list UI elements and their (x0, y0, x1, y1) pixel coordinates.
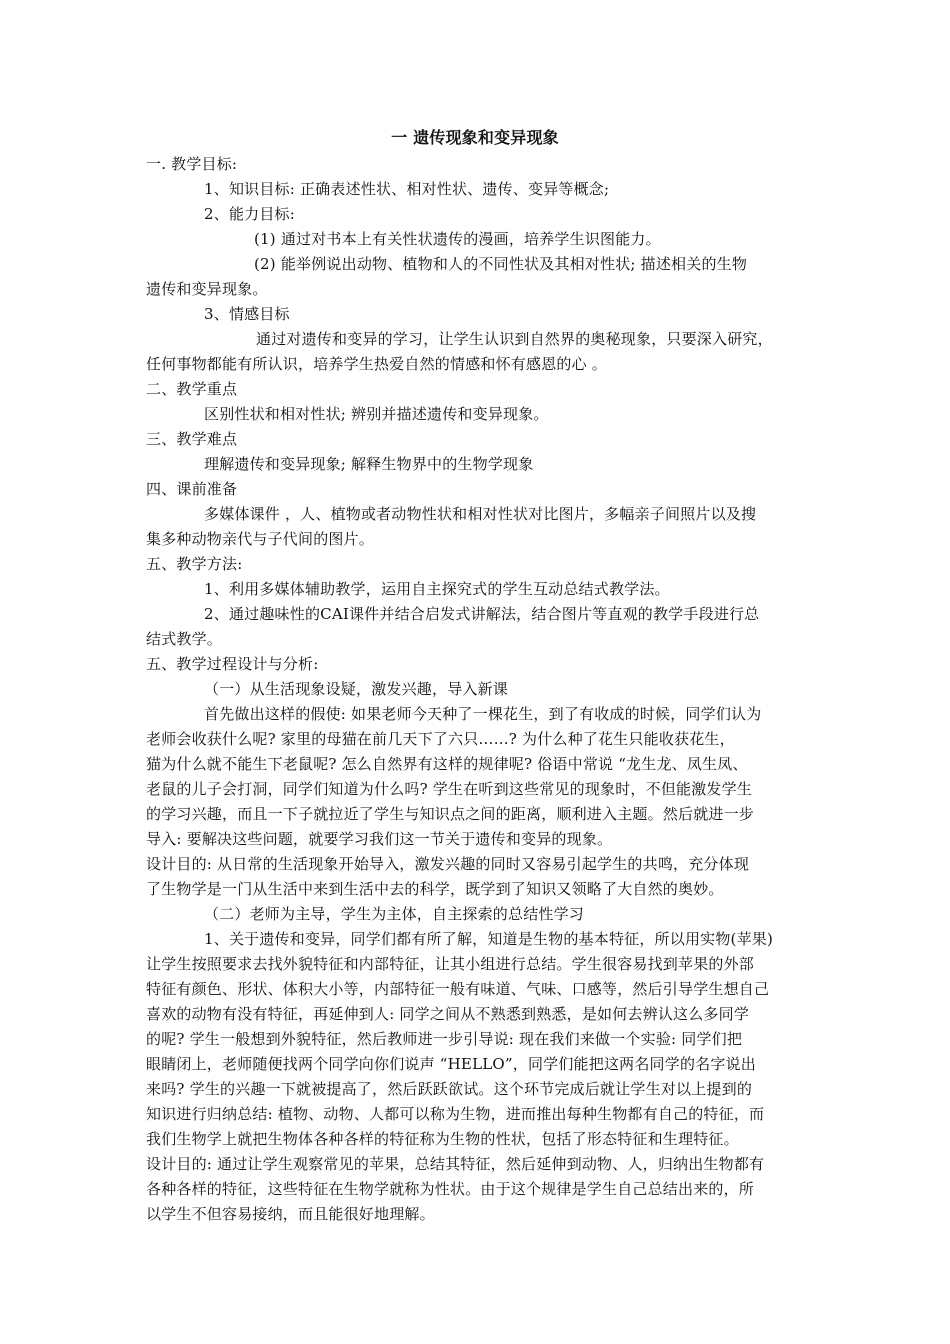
text-line: 各种各样的特征，这些特征在生物学就称为性状。由于这个规律是学生自己总结出来的，所 (146, 1180, 755, 1198)
section-heading-objectives: 一. 教学目标: (146, 155, 238, 173)
text-line: 1、利用多媒体辅助教学，运用自主探究式的学生互动总结式教学法。 (204, 580, 670, 598)
text-line: 遗传和变异现象。 (146, 280, 268, 298)
text-line: 知识进行归纳总结: 植物、动物、人都可以称为生物，进而推出每种生物都有自己的特征，而 (146, 1105, 765, 1123)
text-line: 导入: 要解决这些问题，就要学习我们这一节关于遗传和变异的现象。 (146, 830, 613, 848)
section-heading-key-points: 二、教学重点 (146, 380, 238, 398)
text-line: 的学习兴趣，而且一下子就拉近了学生与知识点之间的距离，顺利进入主题。然后就进一步 (146, 805, 755, 823)
text-line: 以学生不但容易接纳，而且能很好地理解。 (146, 1205, 435, 1223)
document-title: 一 遗传现象和变异现象 (391, 128, 559, 147)
text-line: 让学生按照要求去找外貌特征和内部特征，让其小组进行总结。学生很容易找到苹果的外部 (146, 955, 755, 973)
text-line: 集多种动物亲代与子代间的图片。 (146, 530, 375, 548)
text-line: (2) 能举例说出动物、植物和人的不同性状及其相对性状; 描述相关的生物 (254, 255, 748, 273)
section-heading-difficulties: 三、教学难点 (146, 430, 238, 448)
text-line: 眼睛闭上，老师随便找两个同学向你们说声 “HELLO”，同学们能把这两名同学的名字说出 (146, 1055, 756, 1073)
text-line: 1、关于遗传和变异，同学们都有所了解，知道是生物的基本特征，所以用实物(苹果) (204, 930, 774, 948)
text-line: 2、能力目标: (204, 205, 295, 223)
section-heading-preparation: 四、课前准备 (146, 480, 238, 498)
text-line: 喜欢的动物有没有特征，再延伸到人: 同学之间从不熟悉到熟悉，是如何去辨认这么多同学 (146, 1005, 750, 1023)
subsection-heading-2: （二）老师为主导，学生为主体，自主探索的总结性学习 (204, 905, 585, 923)
text-line: 老鼠的儿子会打洞，同学们知道为什么吗? 学生在听到这些常见的现象时，不但能激发学生 (146, 780, 753, 798)
subsection-heading-1: （一）从生活现象设疑，激发兴趣，导入新课 (204, 680, 509, 698)
text-line: 区别性状和相对性状; 辨别并描述遗传和变异现象。 (204, 405, 549, 423)
text-line: 首先做出这样的假使: 如果老师今天种了一棵花生，到了有收成的时候，同学们认为 (204, 705, 762, 723)
text-line: 结式教学。 (146, 630, 223, 648)
text-line: 多媒体课件 ，人、植物或者动物性状和相对性状对比图片，多幅亲子间照片以及搜 (204, 505, 757, 523)
section-heading-methods: 五、教学方法: (146, 555, 243, 573)
text-line: 老师会收获什么呢? 家里的母猫在前几天下了六只……? 为什么种了花生只能收获花生， (146, 730, 735, 748)
text-line: (1) 通过对书本上有关性状遗传的漫画，培养学生识图能力。 (254, 230, 661, 248)
text-line: 1、知识目标: 正确表述性状、相对性状、遗传、变异等概念; (204, 180, 610, 198)
text-line: 理解遗传和变异现象; 解释生物界中的生物学现象 (204, 455, 534, 473)
text-line: 2、通过趣味性的CAI课件并结合启发式讲解法，结合图片等直观的教学手段进行总 (204, 605, 760, 623)
text-line: 了生物学是一门从生活中来到生活中去的科学，既学到了知识又领略了大自然的奥妙。 (146, 880, 724, 898)
text-line: 通过对遗传和变异的学习，让学生认识到自然界的奥秘现象，只要深入研究， (256, 330, 773, 348)
text-line: 3、情感目标 (204, 305, 290, 323)
text-line: 我们生物学上就把生物体各种各样的特征称为生物的性状，包括了形态特征和生理特征。 (146, 1130, 739, 1148)
text-line: 任何事物都能有所认识，培养学生热爱自然的情感和怀有感恩的心 。 (146, 355, 607, 373)
text-line: 猫为什么就不能生下老鼠呢? 怎么自然界有这样的规律呢? 俗语中常说 “龙生龙、凤生凤、 (146, 755, 748, 773)
text-line: 的呢? 学生一般想到外貌特征，然后教师进一步引导说: 现在我们来做一个实验: 同学们把 (146, 1030, 743, 1048)
text-line: 来吗? 学生的兴趣一下就被提高了，然后跃跃欲试。这个环节完成后就让学生对以上提到的 (146, 1080, 753, 1098)
text-line: 设计目的: 通过让学生观察常见的苹果，总结其特征，然后延伸到动物、人，归纳出生物都有 (146, 1155, 765, 1173)
section-heading-process: 五、教学过程设计与分析: (146, 655, 319, 673)
text-line: 特征有颜色、形状、体积大小等，内部特征一般有味道、气味、口感等，然后引导学生想自己 (146, 980, 770, 998)
text-line: 设计目的: 从日常的生活现象开始导入，激发兴趣的同时又容易引起学生的共鸣，充分体现 (146, 855, 750, 873)
